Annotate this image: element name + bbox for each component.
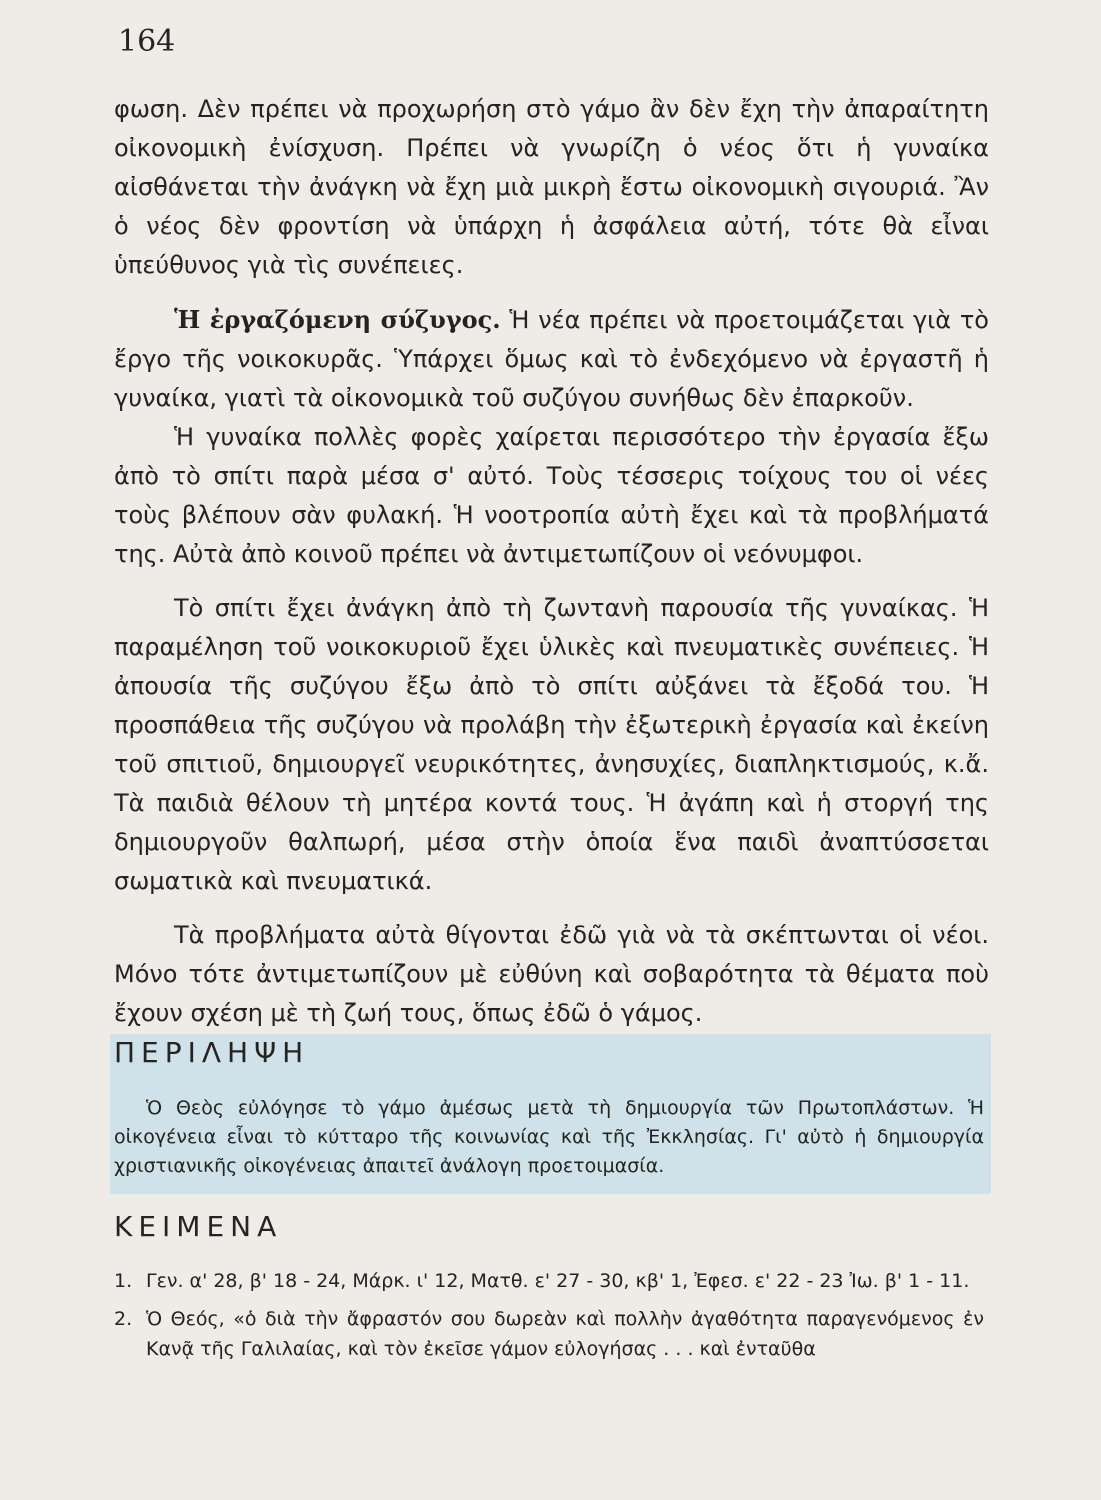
paragraph-2 <box>114 300 989 418</box>
list-item <box>114 1266 984 1296</box>
summary-title: ΠΕΡΙΛΗΨΗ <box>114 1036 310 1069</box>
paragraph-3: Ἡ γυναίκα πολλὲς φορὲς χαίρεται περισσότερο τὴν ἐργασία ἔξω ἀπὸ τὸ σπίτι παρὰ μέσα σ' αὐτό. Τοὺς τέσσερις τοίχους του οἱ νέες τοὺς βλέπουν σὰν φυλακή. Ἡ νοοτροπία αὐτὴ ἔχει καὶ τὰ προβλήματά της. Αὐτὰ ἀπὸ κοινοῦ πρέπει νὰ ἀντιμετωπίζουν οἱ νεόνυμφοι. <box>114 423 989 568</box>
list-item-text: Ὁ Θεός, «ὁ διὰ τὴν ἄφραστόν σου δωρεὰν καὶ πολλὴν ἀγαθότητα παραγενόμενος ἐν Κανᾷ τῆς Γαλιλαίας, καὶ τὸν ἐκεῖσε γάμον εὐλογήσας . . . καὶ ἐνταῦθα <box>146 1308 984 1360</box>
summary-paragraph: Ὁ Θεὸς εὐλόγησε τὸ γάμο ἀμέσως μετὰ τὴ δημιουργία τῶν Πρωτοπλάστων. Ἡ οἰκογένεια εἶναι τὸ κύτταρο τῆς κοινωνίας καὶ τῆς Ἐκκλησίας. Γι' αὐτὸ ἡ δημιουργία χριστιανικῆς οἰκογένειας ἀπαιτεῖ ἀνάλογη προετοιμασία. <box>114 1097 984 1177</box>
list-item-number: 1. <box>114 1270 133 1292</box>
list-item-number: 2. <box>114 1308 133 1330</box>
texts-list <box>114 1266 984 1372</box>
paragraph-5: Τὰ προβλήματα αὐτὰ θίγονται ἐδῶ γιὰ νὰ τὰ σκέπτωνται οἱ νέοι. Μόνο τότε ἀντιμετωπίζουν μὲ εὐθύνη καὶ σοβαρότητα τὰ θέματα ποὺ ἔχουν σχέση μὲ τὴ ζωή τους, ὅπως ἐδῶ ὁ γάμος. <box>114 921 989 1027</box>
paragraph-4: Τὸ σπίτι ἔχει ἀνάγκη ἀπὸ τὴ ζωντανὴ παρουσία τῆς γυναίκας. Ἡ παραμέληση τοῦ νοικοκυριοῦ ἔχει ὑλικὲς καὶ πνευματικὲς συνέπειες. Ἡ ἀπουσία τῆς συζύγου ἔξω ἀπὸ τὸ σπίτι αὐξάνει τὰ ἔξοδά του. Ἡ προσπάθεια τῆς συζύγου νὰ προλάβη τὴν ἐξωτερικὴ ἐργασία καὶ ἐκείνη τοῦ σπιτιοῦ, δημιουργεῖ νευρικότητες, ἀνησυχίες, διαπληκτισμούς, κ.ἄ. Τὰ παιδιὰ θέλουν τὴ μητέρα κοντά τους. Ἡ ἀγάπη καὶ ἡ στοργή της δημιουργοῦν θαλπωρή, μέσα στὴν ὁποία ἕνα παιδὶ ἀναπτύσσεται σωματικὰ καὶ πνευματικά. <box>114 594 989 895</box>
list-item <box>114 1304 984 1364</box>
list-item-text: Γεν. α' 28, β' 18 - 24, Μάρκ. ι' 12, Ματθ. ε' 27 - 30, κβ' 1, Ἐφεσ. ε' 22 - 23 Ἰω. β' 1 - 11. <box>146 1270 970 1292</box>
body-text <box>114 90 989 1033</box>
section-heading-working-wife: Ἡ ἐργαζόμενη σύζυγος. <box>174 305 501 334</box>
summary-text <box>114 1094 984 1181</box>
texts-title: ΚΕΙΜΕΝΑ <box>114 1210 283 1243</box>
page-number: 164 <box>118 24 176 59</box>
paragraph-1: φωση. Δὲν πρέπει νὰ προχωρήση στὸ γάμο ἂν δὲν ἔχη τὴν ἀπαραίτητη οἰκονομικὴ ἐνίσχυση. Πρέπει νὰ γνωρίζη ὁ νέος ὅτι ἡ γυναίκα αἰσθάνεται τὴν ἀνάγκη νὰ ἔχη μιὰ μικρὴ ἔστω οἰκονομικὴ σιγουριά. Ἂν ὁ νέος δὲν φροντίση νὰ ὑπάρχη ἡ ἀσφάλεια αὐτή, τότε θὰ εἶναι ὑπεύθυνος γιὰ τὶς συνέπειες. <box>114 95 989 279</box>
paragraph-2-text: Ἡ νέα πρέπει νὰ προετοιμάζεται γιὰ τὸ ἔργο τῆς νοικοκυρᾶς. Ὑπάρχει ὅμως καὶ τὸ ἐνδεχόμενο νὰ ἐργαστῆ ἡ γυναίκα, γιατὶ τὰ οἰκονομικὰ τοῦ συζύγου συνήθως δὲν ἐπαρκοῦν. <box>114 306 989 412</box>
